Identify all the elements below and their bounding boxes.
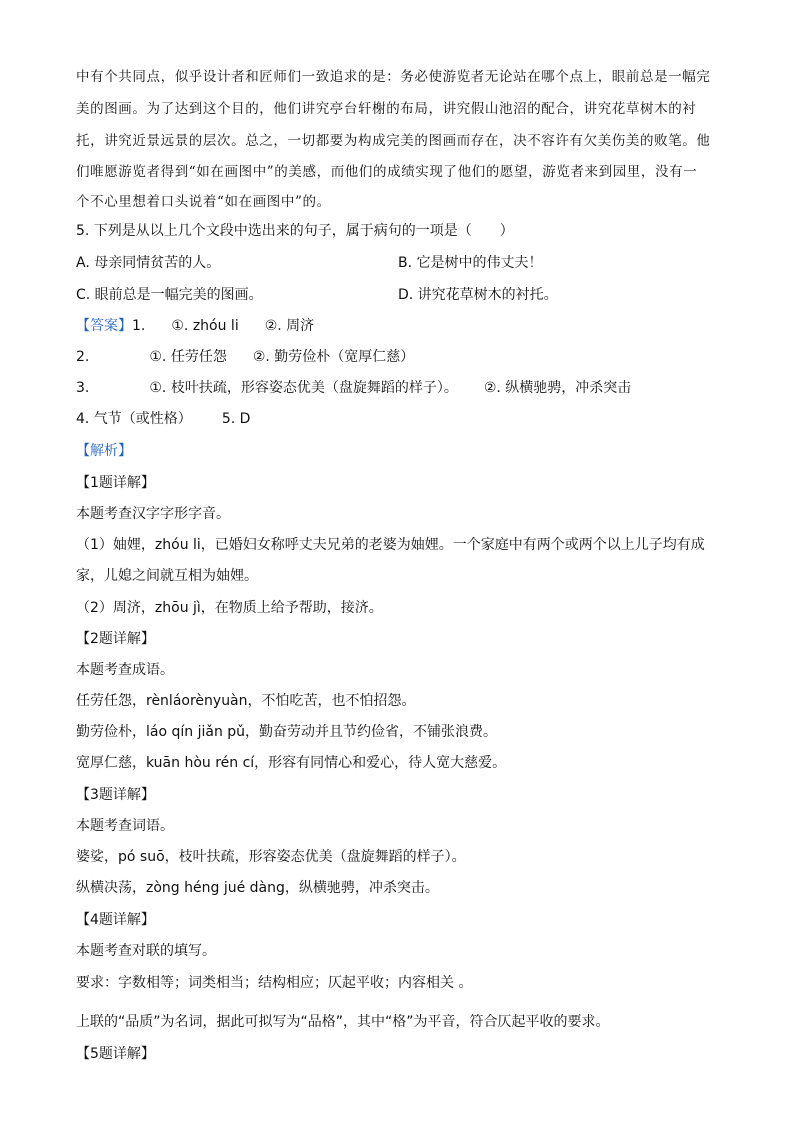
option-a: A. 母亲同情贫苦的人。	[76, 255, 221, 271]
analysis-line: （2）周济，zhōu jì，在物质上给予帮助，接济。	[76, 600, 383, 616]
answer-num: 3.	[76, 380, 90, 396]
circled-number: ①	[149, 380, 162, 396]
section-heading: 【5题详解】	[76, 1046, 155, 1062]
option-c: C. 眼前总是一幅完美的图画。	[76, 287, 263, 303]
answer-line-4	[76, 408, 250, 428]
passage-line: 们唯愿游览者得到“如在画图中”的美感，而他们的成绩实现了他们的愿望，游览者来到园里，没有一	[76, 164, 698, 180]
answer-text: . 纵横驰骋，冲杀突击	[496, 380, 632, 396]
section-heading: 【3题详解】	[76, 787, 155, 803]
answer-line-2	[76, 346, 414, 366]
answer-text: . 周济	[277, 318, 315, 334]
answer-text: . 勤劳俭朴（宽厚仁慈）	[265, 349, 415, 365]
analysis-line: 纵横决荡，zòng héng jué dàng，纵横驰骋，冲杀突击。	[76, 880, 439, 896]
answer-num: 1.	[132, 318, 146, 334]
analysis-line: 任劳任怨，rènláorènyuàn，不怕吃苦，也不怕招怨。	[76, 693, 416, 709]
analysis-line: 上联的“品质”为名词，据此可拟写为“品格”，其中“格”为平音，符合仄起平收的要求。	[76, 1014, 610, 1030]
answer-text: . zhóu li	[183, 318, 239, 334]
circled-number: ①	[171, 318, 184, 334]
analysis-tag: 【解析】	[76, 443, 132, 459]
answer-line-3	[76, 377, 631, 397]
analysis-line: 本题考查成语。	[76, 662, 174, 678]
analysis-line: 要求：字数相等；词类相当；结构相应；仄起平收；内容相关 。	[76, 975, 473, 991]
section-heading: 【4题详解】	[76, 912, 155, 928]
analysis-line: 婆娑，pó suō，枝叶扶疏，形容姿态优美（盘旋舞蹈的样子）。	[76, 849, 466, 865]
answer-line-1	[76, 315, 314, 335]
answer-text: . 枝叶扶疏，形容姿态优美（盘旋舞蹈的样子）。	[161, 380, 458, 396]
analysis-line: 宽厚仁慈，kuān hòu rén cí，形容有同情心和爱心，待人宽大慈爱。	[76, 755, 507, 771]
answer-text: . 任劳任怨	[161, 349, 227, 365]
analysis-line: （1）妯娌，zhóu li，已婚妇女称呼丈夫兄弟的老婆为妯娌。一个家庭中有两个或两个以上儿子均有成	[76, 537, 705, 553]
option-b: B. 它是树中的伟丈夫！	[398, 255, 543, 271]
option-d: D. 讲究花草树木的衬托。	[398, 287, 558, 303]
answer-tag: 【答案】	[76, 318, 132, 334]
question-stem: 5. 下列是从以上几个文段中选出来的句子，属于病句的一项是（ ）	[76, 223, 514, 239]
answer-text: 4. 气节（或性格）	[76, 411, 192, 427]
section-heading: 【1题详解】	[76, 475, 155, 491]
circled-number: ②	[264, 318, 278, 334]
passage-line: 托，讲究近景远景的层次。总之，一切都要为构成完美的图画而存在，决不容许有欠美伤美的败笔。他	[76, 133, 711, 149]
circled-number: ②	[252, 349, 266, 365]
circled-number: ①	[149, 349, 162, 365]
answer-num: 2.	[76, 349, 90, 365]
analysis-line: 本题考查词语。	[76, 818, 174, 834]
analysis-line: 本题考查汉字字形字音。	[76, 506, 230, 522]
passage-line: 中有个共同点，似乎设计者和匠师们一致追求的是：务必使游览者无论站在哪个点上，眼前总是一幅完	[76, 69, 711, 85]
answer-text: 5. D	[221, 411, 251, 427]
circled-number: ②	[483, 380, 497, 396]
analysis-line: 勤劳俭朴，láo qín jiǎn pǔ，勤奋劳动并且节约俭省，不铺张浪费。	[76, 724, 498, 740]
analysis-line: 本题考查对联的填写。	[76, 943, 216, 959]
analysis-line: 家，儿媳之间就互相为妯娌。	[76, 568, 258, 584]
passage-line: 个不心里想着口头说着“如在画图中”的。	[76, 194, 331, 210]
section-heading: 【2题详解】	[76, 631, 155, 647]
passage-line: 美的图画。为了达到这个目的，他们讲究亭台轩榭的布局，讲究假山池沼的配合，讲究花草树木的衬	[76, 101, 697, 117]
